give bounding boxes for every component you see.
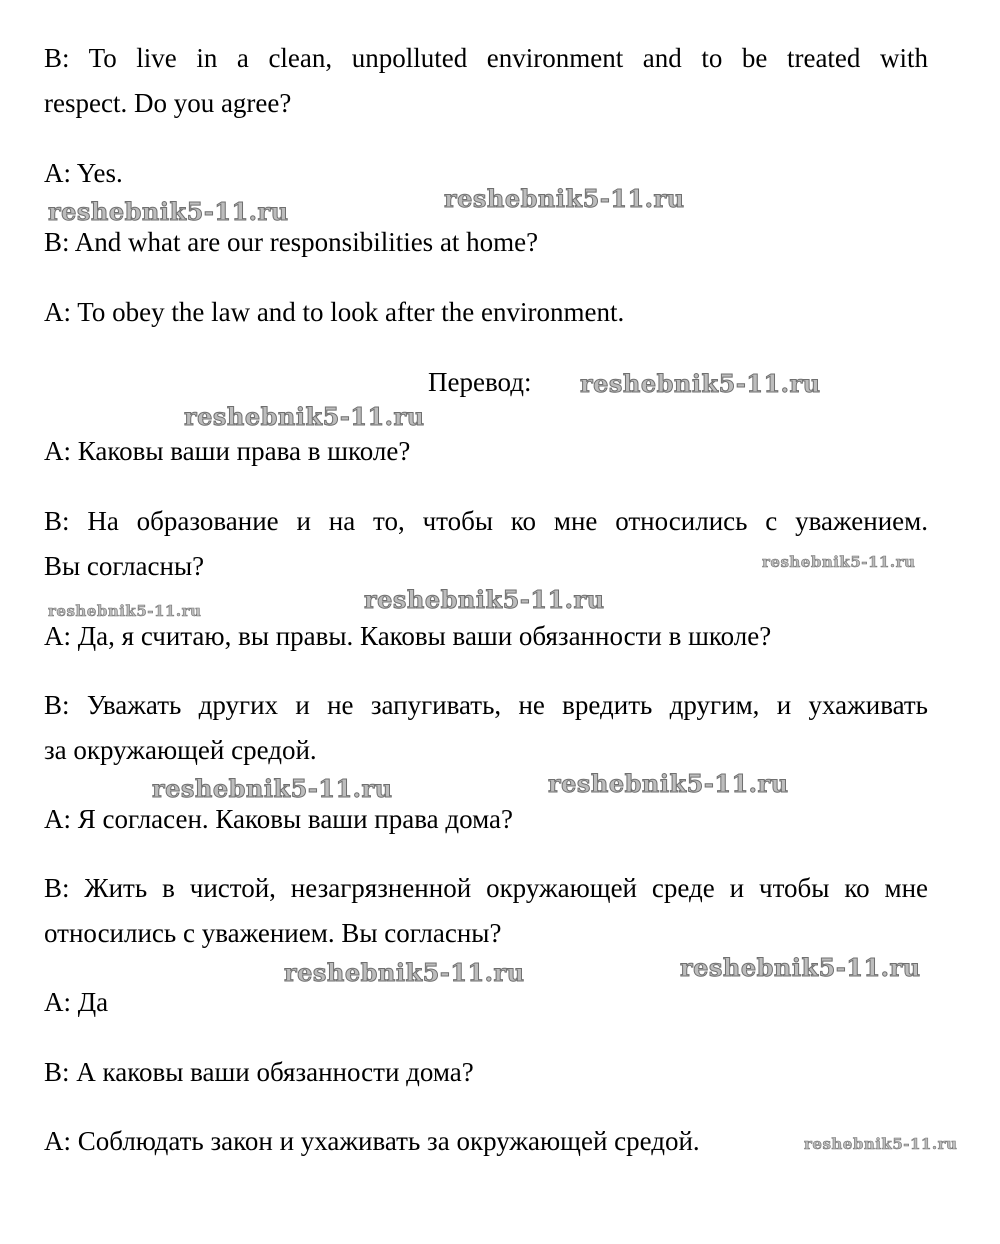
text-line: respect. Do you agree?	[44, 88, 292, 118]
text-line: B: To live in a clean, unpolluted environment and to be treated with	[44, 43, 928, 73]
text-line-b-responsibilities-home-ru: B: А каковы ваши обязанности дома?	[44, 1057, 474, 1087]
watermark: reshebnik5-11.ru	[284, 958, 525, 987]
paragraph-b-rights-home-en	[44, 42, 928, 119]
text-line: B: Уважать других и не запугивать, не вредить другим, и ухаживать	[44, 690, 928, 720]
text-line-a-obey-law-en: A: To obey the law and to look after the environment.	[44, 297, 625, 327]
watermark: reshebnik5-11.ru	[48, 602, 202, 620]
watermark: reshebnik5-11.ru	[762, 553, 916, 571]
watermark: reshebnik5-11.ru	[444, 184, 685, 213]
text-line: за окружающей средой.	[44, 735, 317, 765]
watermark: reshebnik5-11.ru	[152, 774, 393, 803]
watermark: reshebnik5-11.ru	[184, 402, 425, 431]
text-line-a-obey-law-ru: A: Соблюдать закон и ухаживать за окружающей средой.	[44, 1126, 700, 1156]
text-line-a-yes-ru: A: Да	[44, 987, 109, 1017]
text-line: Вы согласны?	[44, 551, 205, 581]
watermark: reshebnik5-11.ru	[804, 1135, 958, 1153]
text-line: B: На образование и на то, чтобы ко мне относились с уважением.	[44, 506, 928, 536]
text-line: B: Жить в чистой, незагрязненной окружающей среде и чтобы ко мне	[44, 873, 928, 903]
watermark: reshebnik5-11.ru	[580, 369, 821, 398]
watermark: reshebnik5-11.ru	[364, 585, 605, 614]
text-line-a-yes: A: Yes.	[44, 158, 123, 188]
watermark: reshebnik5-11.ru	[680, 953, 921, 982]
text-line: относились с уважением. Вы согласны?	[44, 918, 502, 948]
watermark: reshebnik5-11.ru	[48, 197, 289, 226]
text-line-b-responsibilities-home-en: B: And what are our responsibilities at home?	[44, 227, 539, 257]
paragraph-b-respect-others-ru	[44, 689, 928, 766]
text-line-a-agree-school-ru: A: Да, я считаю, вы правы. Каковы ваши обязанности в школе?	[44, 621, 772, 651]
text-line-a-rights-home-ru: A: Я согласен. Каковы ваши права дома?	[44, 804, 513, 834]
text-line-a-rights-school-ru: A: Каковы ваши права в школе?	[44, 436, 411, 466]
watermark: reshebnik5-11.ru	[548, 769, 789, 798]
translation-heading: Перевод:	[428, 367, 532, 397]
paragraph-b-clean-environment-ru	[44, 872, 928, 949]
